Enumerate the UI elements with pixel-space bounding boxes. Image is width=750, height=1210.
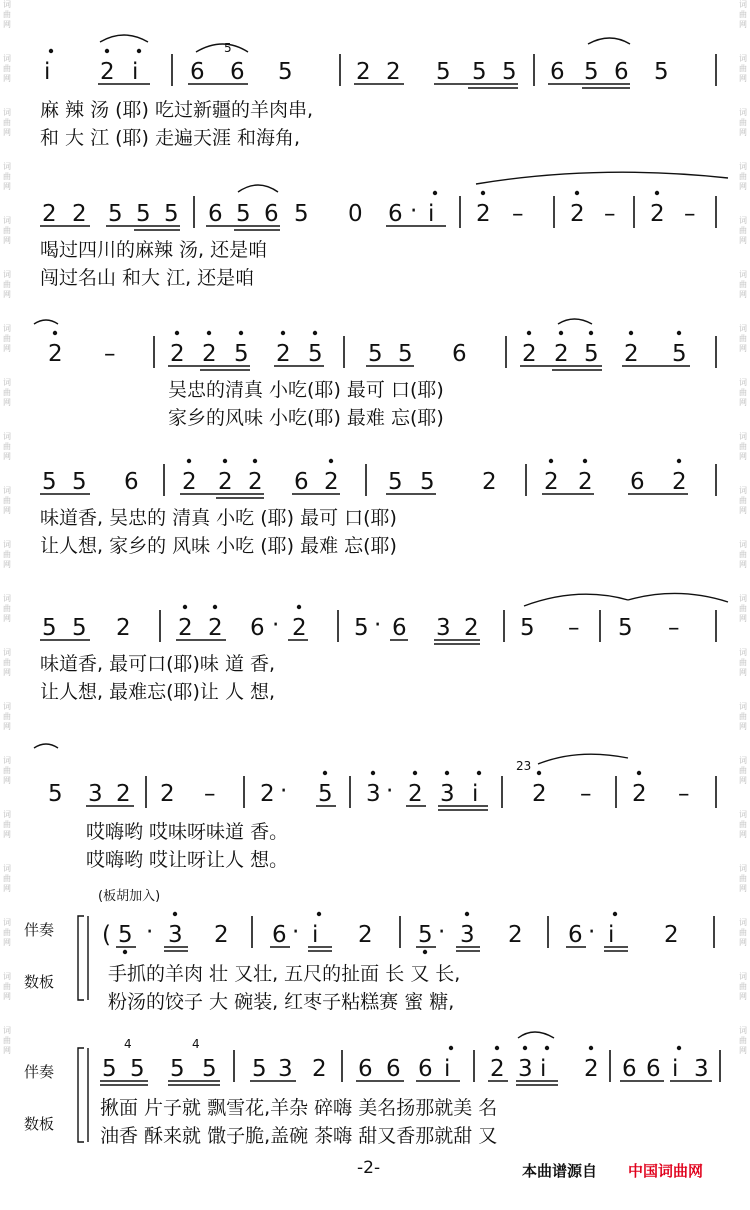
watermark-text: 词 曲 网 [739, 756, 747, 785]
note: i [472, 781, 479, 807]
measure-4 [366, 771, 488, 810]
note: 6 [190, 59, 205, 85]
measure-1 [48, 781, 134, 807]
measure-3 [356, 1046, 460, 1082]
part-label-accompaniment: 伴奏 [24, 921, 55, 939]
note: 6 [622, 1056, 637, 1082]
note: 6 [392, 615, 407, 641]
measure-4 [476, 191, 524, 227]
note: 6 [230, 59, 245, 85]
note: 2 [358, 922, 373, 948]
note: ( [102, 922, 111, 948]
watermark-text: 词 曲 网 [3, 54, 11, 83]
note: 2 [292, 615, 307, 641]
watermark-text: 词 曲 网 [739, 594, 747, 623]
grace-note: 5 [224, 41, 232, 55]
instrument-annotation: (板胡加入) [98, 889, 161, 904]
note: 2 [584, 1056, 599, 1082]
part-label-accompaniment: 伴奏 [24, 1063, 55, 1081]
note: 5 [72, 615, 87, 641]
watermark-text: 词 曲 网 [739, 162, 747, 191]
watermark-text: 词 曲 网 [739, 324, 747, 353]
watermark-text: 词 曲 网 [3, 1026, 11, 1055]
watermark-text: 词 曲 网 [3, 972, 11, 1001]
staff-system-7 [8, 880, 728, 1015]
note: 2 [48, 341, 63, 367]
note: 6 [358, 1056, 373, 1082]
note: · [292, 919, 300, 945]
note: i [312, 922, 319, 948]
measure-4 [548, 38, 669, 88]
note: 3 [694, 1056, 709, 1082]
note: 2 [476, 201, 491, 227]
watermark-text: 词 曲 网 [739, 432, 747, 461]
staff-system-1 [28, 28, 728, 153]
watermark-text: 词 曲 网 [3, 810, 11, 839]
note: 3 [436, 615, 451, 641]
grace-note: 4 [124, 1037, 132, 1051]
watermark-text: 词 曲 网 [739, 810, 747, 839]
watermark-text: 词 曲 网 [3, 378, 11, 407]
watermark-text: 词 曲 网 [3, 432, 11, 461]
note: · [386, 778, 394, 804]
note: 2 [100, 59, 115, 85]
measure-3 [260, 771, 336, 807]
lyric-line-1: 喝过四川的麻辣 汤, 还是咱 [40, 239, 268, 261]
watermark-text: 词 曲 网 [739, 918, 747, 947]
watermark-text: 词 曲 网 [3, 270, 11, 299]
part-label-shuban: 数板 [24, 1115, 55, 1133]
lyric-line-1: 哎嗨哟 哎味呀味道 香。 [86, 821, 289, 843]
measure-2 [206, 185, 309, 230]
note: 6 [614, 59, 629, 85]
note: 2 [490, 1056, 505, 1082]
note: 5 [520, 615, 535, 641]
note: 6 [124, 469, 139, 495]
brand-link[interactable]: 中国词曲网 [628, 1162, 704, 1180]
note: 2 [386, 59, 401, 85]
note: 6 [630, 469, 645, 495]
measure-1 [40, 469, 139, 495]
note: 2 [160, 781, 175, 807]
note: 5 [354, 615, 369, 641]
note: 5 [418, 922, 433, 948]
measure-3 [366, 341, 467, 367]
note: 6 [208, 201, 223, 227]
note: 2 [276, 341, 291, 367]
watermark-text: 词 曲 网 [3, 216, 11, 245]
note: – [568, 615, 580, 641]
watermark-text: 词 曲 网 [739, 864, 747, 893]
watermark-text: 词 曲 网 [739, 108, 747, 137]
lyric-line-1: 味道香, 吴忠的 清真 小吃 (耶) 最可 口(耶) [40, 507, 397, 529]
note: 5 [136, 201, 151, 227]
note: i [132, 59, 139, 85]
lyric-line-1: 手抓的羊肉 壮 又壮, 五尺的扯面 长 又 长, [108, 963, 461, 985]
note: 3 [518, 1056, 533, 1082]
note: 2 [554, 341, 569, 367]
note: 2 [324, 469, 339, 495]
note: 5 [436, 59, 451, 85]
measure-2 [270, 912, 373, 951]
note: 3 [460, 922, 475, 948]
watermark-text: 词 曲 网 [739, 0, 747, 29]
note: 2 [116, 781, 131, 807]
watermark-text: 词 曲 网 [739, 648, 747, 677]
staff-system-8 [8, 1022, 728, 1157]
watermark-text: 词 曲 网 [3, 0, 11, 29]
note: 5 [398, 341, 413, 367]
staff-system-6 [28, 738, 728, 871]
note: 6 [294, 469, 309, 495]
measure-5 [516, 754, 628, 807]
note: 6 [550, 59, 565, 85]
note: 2 [356, 59, 371, 85]
measure-3 [386, 469, 497, 495]
measure-1 [40, 615, 131, 641]
note: 5 [170, 1056, 185, 1082]
note: 5 [72, 469, 87, 495]
note: 2 [260, 781, 275, 807]
measure-2 [160, 781, 216, 807]
note: 2 [578, 469, 593, 495]
note: · [272, 612, 280, 638]
note: 5 [164, 201, 179, 227]
grace-note: 4 [192, 1037, 200, 1051]
note: 2 [650, 201, 665, 227]
note: 5 [318, 781, 333, 807]
note: 2 [170, 341, 185, 367]
note: 0 [348, 201, 363, 227]
lyric-line-1: 揪面 片子就 飘雪花,羊杂 碎嗨 美名扬那就美 名 [100, 1097, 498, 1119]
note: – [684, 201, 696, 227]
note: 5 [502, 59, 517, 85]
note: · [410, 198, 418, 224]
lyric-line-2: 家乡的风味 小吃(耶) 最难 忘(耶) [168, 407, 444, 429]
note: 2 [632, 781, 647, 807]
note: 3 [440, 781, 455, 807]
measure-5 [570, 191, 616, 227]
measure-3 [354, 59, 518, 88]
measure-5 [618, 615, 680, 641]
staff-system-3 [28, 310, 728, 435]
note: 2 [72, 201, 87, 227]
note: 2 [312, 1056, 327, 1082]
note: 5 [278, 59, 293, 85]
staff-system-2 [28, 170, 728, 295]
measure-1 [48, 331, 116, 367]
note: 2 [672, 469, 687, 495]
note: i [540, 1056, 547, 1082]
lyric-line-2: 让人想, 家乡的 风味 小吃 (耶) 最难 忘(耶) [40, 535, 397, 557]
watermark-text: 词 曲 网 [3, 486, 11, 515]
note: – [668, 615, 680, 641]
note: 2 [482, 469, 497, 495]
note: 2 [208, 615, 223, 641]
note: 6 [452, 341, 467, 367]
lyric-line-2: 油香 酥来就 馓子脆,盖碗 茶嗨 甜又香那就甜 又 [100, 1125, 498, 1147]
note: 5 [388, 469, 403, 495]
note: 2 [202, 341, 217, 367]
note: 3 [278, 1056, 293, 1082]
note: 2 [214, 922, 229, 948]
note: 3 [88, 781, 103, 807]
note: – [204, 781, 216, 807]
note: 5 [108, 201, 123, 227]
measure-4 [520, 319, 690, 370]
page-number: -2- [357, 1158, 381, 1178]
note: 5 [252, 1056, 267, 1082]
lyric-line-2: 和 大 江 (耶) 走遍天涯 和海角, [40, 127, 301, 149]
note: – [104, 341, 116, 367]
watermark-text: 词 曲 网 [739, 378, 747, 407]
note: 2 [178, 615, 193, 641]
lyric-line-1: 吴忠的清真 小吃(耶) 最可 口(耶) [168, 379, 444, 401]
note: 5 [308, 341, 323, 367]
note: i [44, 59, 51, 85]
note: · [438, 919, 446, 945]
note: 6 [272, 922, 287, 948]
watermark-text: 词 曲 网 [3, 540, 11, 569]
note: – [678, 781, 690, 807]
measure-6 [650, 191, 696, 227]
note: 2 [522, 341, 537, 367]
note: 5 [654, 59, 669, 85]
watermark-text: 词 曲 网 [3, 594, 11, 623]
note: · [588, 919, 596, 945]
note: 6 [386, 1056, 401, 1082]
note: 5 [420, 469, 435, 495]
note: 3 [168, 922, 183, 948]
measure-5 [620, 1046, 712, 1082]
note: 5 [102, 1056, 117, 1082]
note: 5 [42, 469, 57, 495]
measure-1 [44, 35, 150, 85]
note: 2 [408, 781, 423, 807]
watermark-text: 词 曲 网 [739, 486, 747, 515]
note: 5 [48, 781, 63, 807]
watermark-text: 词 曲 网 [3, 324, 11, 353]
note: 5 [130, 1056, 145, 1082]
watermark-text: 词 曲 网 [739, 270, 747, 299]
note: · [146, 919, 154, 945]
measure-2 [176, 605, 308, 641]
measure-3 [348, 191, 446, 227]
note: i [608, 922, 615, 948]
measure-4 [542, 459, 688, 495]
watermark-text: 词 曲 网 [3, 756, 11, 785]
source-credit: 本曲谱源自 [522, 1162, 598, 1180]
note: 5 [236, 201, 251, 227]
system-bracket [78, 1048, 84, 1142]
note: 5 [618, 615, 633, 641]
part-label-shuban: 数板 [24, 973, 55, 991]
watermark-text: 词 曲 网 [739, 54, 747, 83]
lyric-line-2: 粉汤的饺子 大 碗装, 红枣子粘糕赛 蜜 糖, [108, 991, 455, 1013]
note: 2 [664, 922, 679, 948]
measure-1 [100, 1037, 220, 1085]
measure-1 [40, 201, 180, 230]
note: – [580, 781, 592, 807]
measure-2 [168, 331, 324, 370]
note: 2 [570, 201, 585, 227]
note: 6 [250, 615, 265, 641]
lyric-line-2: 让人想, 最难忘(耶)让 人 想, [40, 681, 276, 703]
note: 2 [464, 615, 479, 641]
watermark-text: 词 曲 网 [3, 918, 11, 947]
note: 2 [248, 469, 263, 495]
measure-4 [520, 615, 580, 641]
staff-system-4 [28, 438, 728, 563]
note: 5 [672, 341, 687, 367]
note: · [280, 778, 288, 804]
note: 5 [234, 341, 249, 367]
measure-3 [354, 612, 480, 644]
note: 6 [646, 1056, 661, 1082]
note: 5 [294, 201, 309, 227]
right-watermark-strip [736, 0, 750, 1210]
lyric-line-2: 哎嗨哟 哎让呀让人 想。 [86, 849, 289, 871]
note: 5 [368, 341, 383, 367]
measure-4 [488, 1032, 599, 1085]
measure-1 [102, 912, 229, 954]
watermark-text: 词 曲 网 [3, 702, 11, 731]
note: 5 [472, 59, 487, 85]
note: 6 [418, 1056, 433, 1082]
lyric-line-2: 闯过名山 和大 江, 还是咱 [40, 267, 255, 289]
watermark-text: 词 曲 网 [3, 648, 11, 677]
note: i [444, 1056, 451, 1082]
lyric-line-1: 味道香, 最可口(耶)味 道 香, [40, 653, 276, 675]
note: 2 [42, 201, 57, 227]
note: 5 [584, 341, 599, 367]
note: 5 [584, 59, 599, 85]
system-bracket [78, 916, 84, 1000]
note: 2 [218, 469, 233, 495]
note: – [512, 201, 524, 227]
note: 6 [388, 201, 403, 227]
note: 2 [532, 781, 547, 807]
note: 2 [624, 341, 639, 367]
note: 6 [264, 201, 279, 227]
watermark-text: 词 曲 网 [3, 864, 11, 893]
note: 5 [202, 1056, 217, 1082]
note: i [672, 1056, 679, 1082]
note: 2 [544, 469, 559, 495]
watermark-text: 词 曲 网 [739, 702, 747, 731]
note: i [428, 201, 435, 227]
watermark-text: 词 曲 网 [739, 216, 747, 245]
watermark-text: 词 曲 网 [739, 540, 747, 569]
measure-2 [188, 41, 293, 85]
note: 6 [568, 922, 583, 948]
note: 5 [118, 922, 133, 948]
measure-6 [632, 771, 690, 807]
grace-note: 23 [516, 759, 532, 773]
measure-2 [180, 459, 340, 498]
staff-system-5 [28, 576, 728, 701]
note: 3 [366, 781, 381, 807]
note: – [604, 201, 616, 227]
watermark-text: 词 曲 网 [739, 1026, 747, 1055]
lyric-line-1: 麻 辣 汤 (耶) 吃过新疆的羊肉串, [40, 99, 314, 121]
measure-4 [566, 912, 679, 951]
measure-3 [416, 912, 523, 954]
watermark-text: 词 曲 网 [3, 162, 11, 191]
measure-2 [250, 1056, 327, 1082]
note: 5 [42, 615, 57, 641]
watermark-text: 词 曲 网 [739, 972, 747, 1001]
note: · [374, 612, 382, 638]
note: 2 [116, 615, 131, 641]
note: 2 [508, 922, 523, 948]
note: 2 [182, 469, 197, 495]
watermark-text: 词 曲 网 [3, 108, 11, 137]
